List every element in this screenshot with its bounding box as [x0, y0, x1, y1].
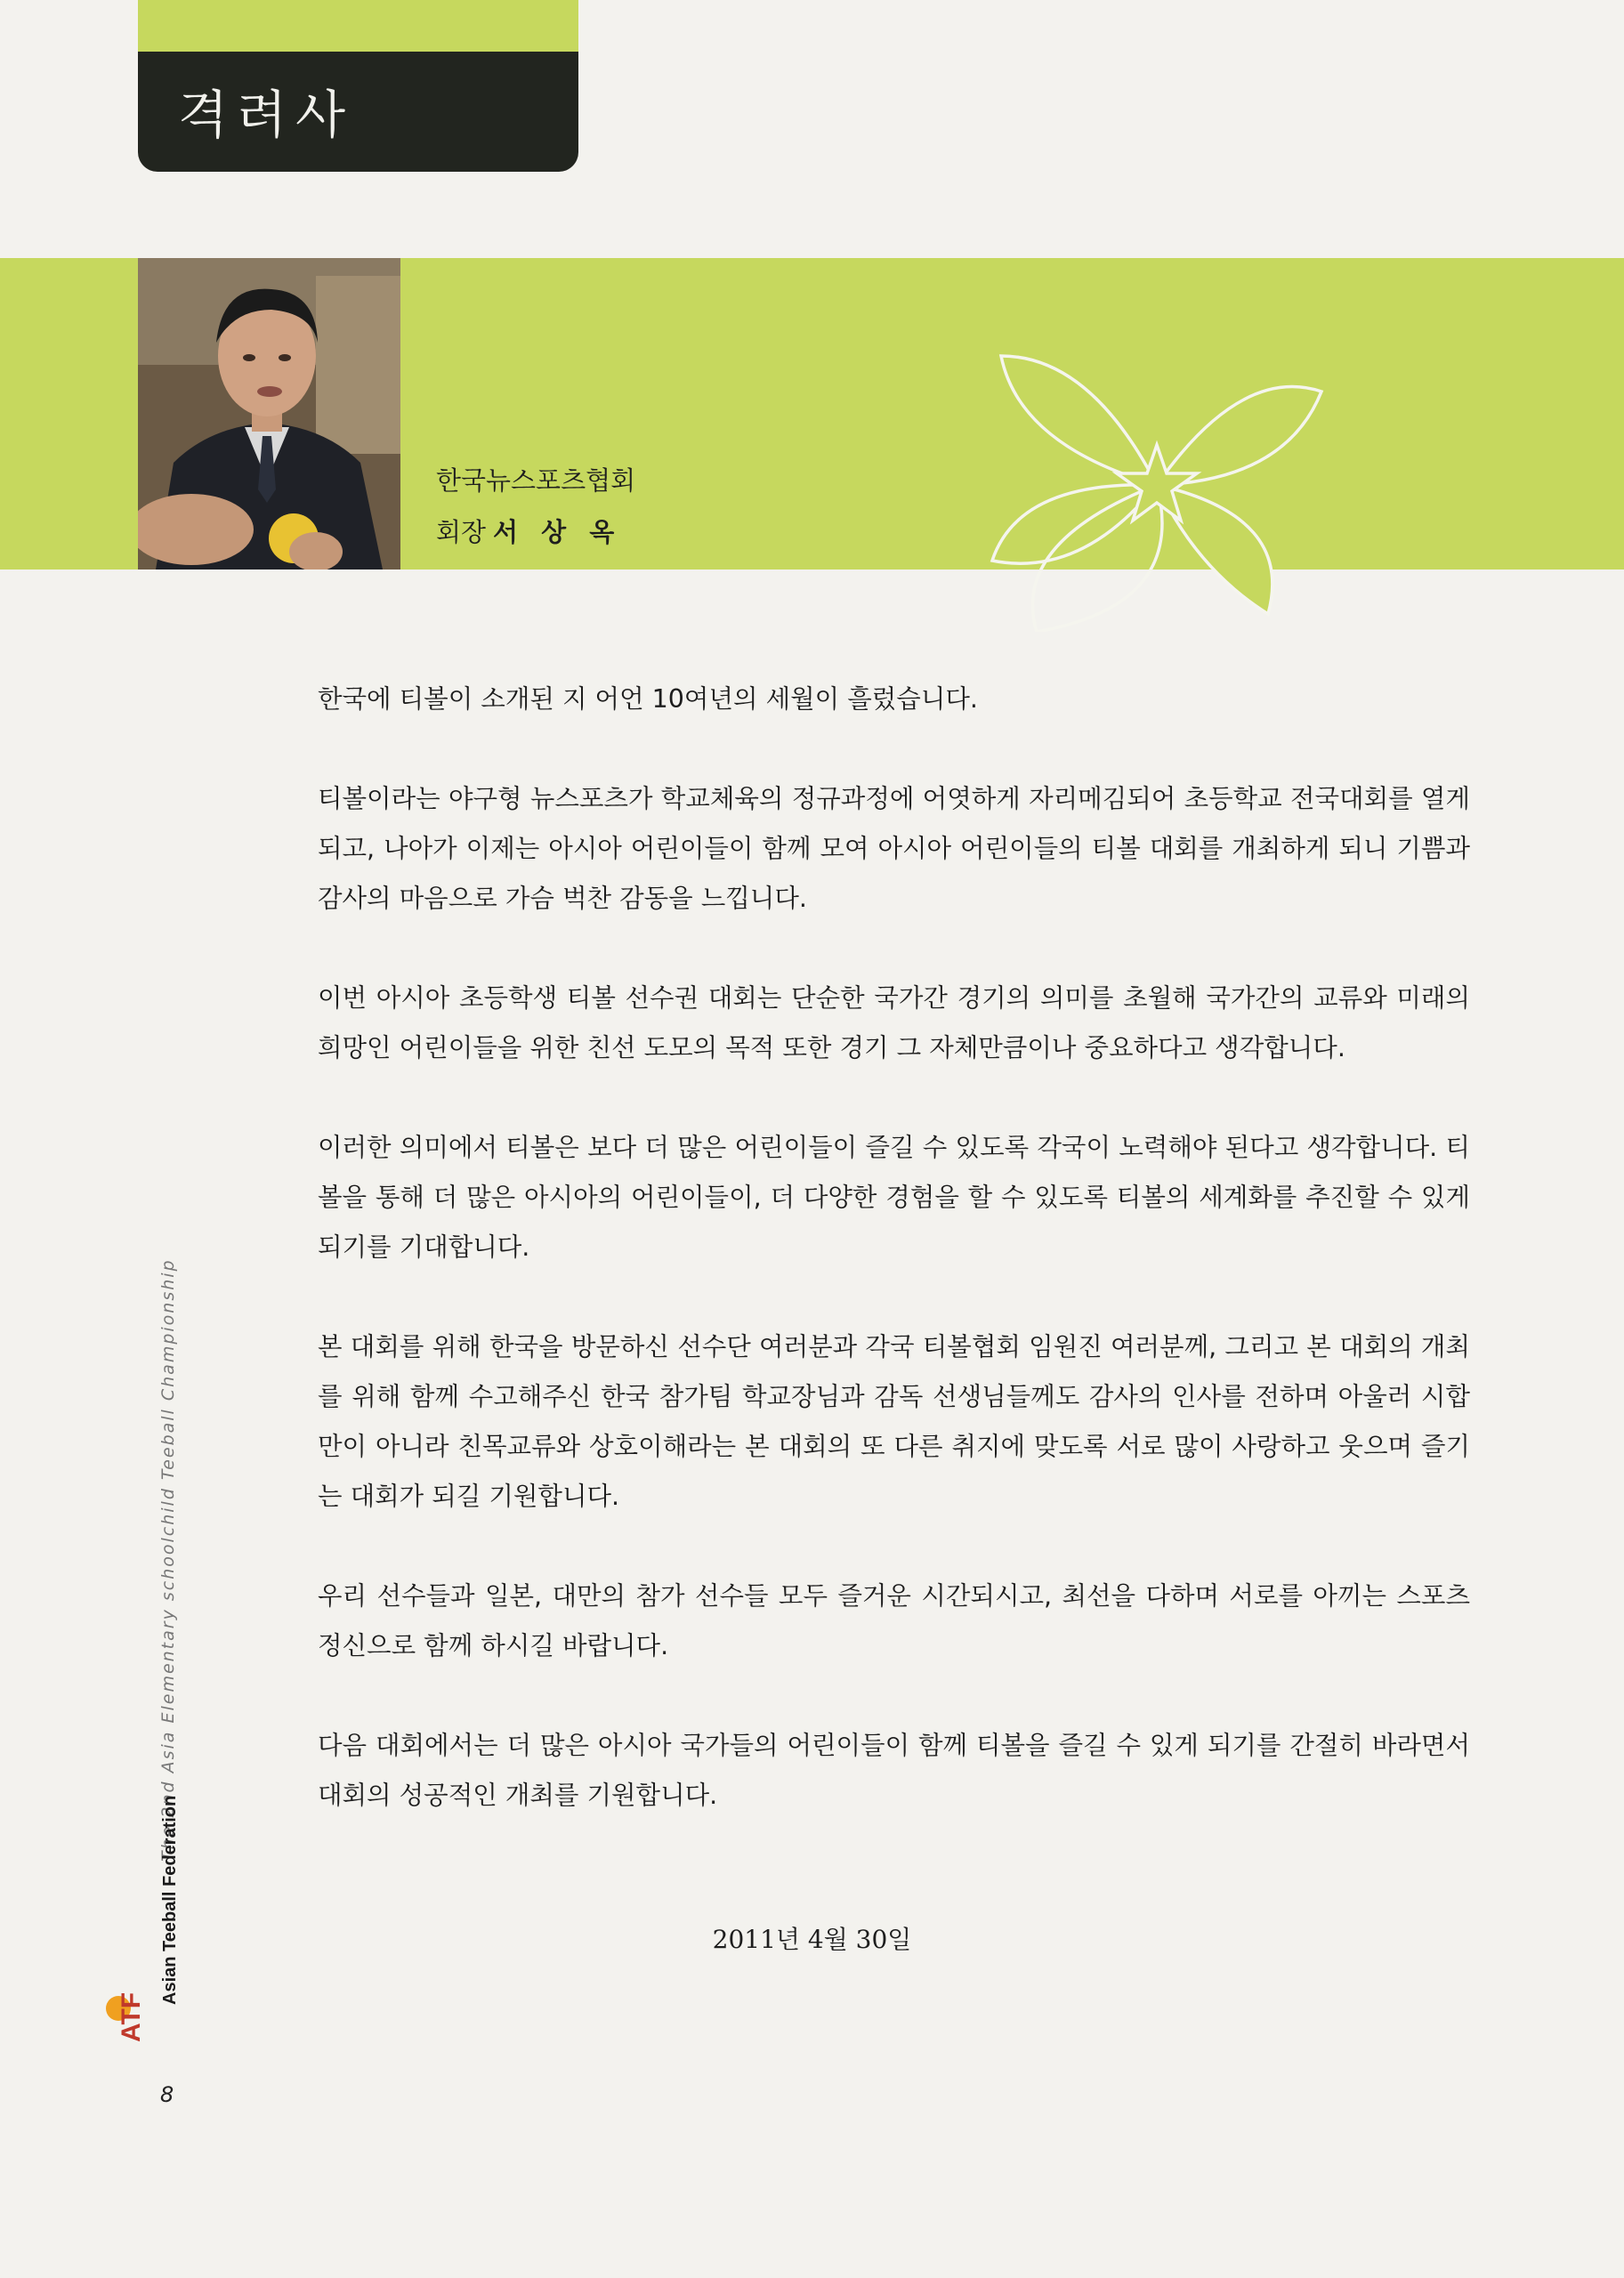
page-number: 8	[160, 2082, 174, 2107]
paragraph: 티볼이라는 야구형 뉴스포츠가 학교체육의 정규과정에 어엿하게 자리메김되어 초등학교 전국대회를 열게 되고, 나아가 이제는 아시아 어린이들이 함께 모여 아시아 어린이들의 티볼 대회를 개최하게 되니 기쁨과 감사의 마음으로 가슴 벅찬 감동을 느낍니다.	[318, 784, 1470, 913]
paragraph: 우리 선수들과 일본, 대만의 참가 선수들 모두 즐거운 시간되시고, 최선을 다하며 서로를 아끼는 스포츠 정신으로 함께 하시길 바랍니다.	[318, 1581, 1470, 1660]
speaker-name: 서 상 옥	[493, 517, 622, 547]
speaker-organization: 한국뉴스포츠협회	[436, 465, 636, 496]
federation-name-vertical: Asian Teeball Federation	[160, 1795, 180, 2005]
speaker-role: 회장	[436, 517, 487, 547]
message-body	[318, 675, 1470, 1870]
speaker-title	[436, 513, 621, 549]
paragraph: 본 대회를 위해 한국을 방문하신 선수단 여러분과 각국 티볼협회 임원진 여러분께, 그리고 본 대회의 개최를 위해 함께 수고해주신 한국 참가팀 학교장님과 감독 선생님들께도 감사의 인사를 전하며 아울러 시합만이 아니라 친목교류와 상호이해라는 본 대회의 또 다른 취지에 맞도록 서로 많이 사랑하고 웃으며 즐기는 대회가 되길 기원합니다.	[318, 1332, 1470, 1511]
event-name-vertical: The 2nd Asia Elementary schoolchild Teeball Championship	[158, 1258, 178, 1862]
paragraph: 이번 아시아 초등학생 티볼 선수권 대회는 단순한 국가간 경기의 의미를 초월해 국가간의 교류와 미래의 희망인 어린이들을 위한 친선 도모의 목적 또한 경기 그 자체만큼이나 중요하다고 생각합니다.	[318, 983, 1470, 1062]
header-tab-accent	[138, 0, 578, 52]
paragraph: 이러한 의미에서 티볼은 보다 더 많은 어린이들이 즐길 수 있도록 각국이 노력해야 된다고 생각합니다. 티볼을 통해 더 많은 아시아의 어린이들이, 더 다양한 경험을 할 수 있도록 티볼의 세계화를 추진할 수 있게 되기를 기대합니다.	[318, 1133, 1470, 1262]
signature-date: 2011년 4월 30일	[712, 1925, 912, 1954]
atf-logo	[102, 1989, 156, 2051]
speaker-photo	[138, 258, 400, 570]
paragraph: 다음 대회에서는 더 많은 아시아 국가들의 어린이들이 함께 티볼을 즐길 수 있게 되기를 간절히 바라면서 대회의 성공적인 개최를 기원합니다.	[318, 1731, 1470, 1810]
logo-text: ATF	[117, 1991, 146, 2042]
paragraph: 한국에 티볼이 소개된 지 어언 10여년의 세월이 흘렀습니다.	[318, 684, 978, 714]
page-title: 격려사	[178, 85, 355, 145]
pinwheel-icon	[983, 338, 1330, 632]
